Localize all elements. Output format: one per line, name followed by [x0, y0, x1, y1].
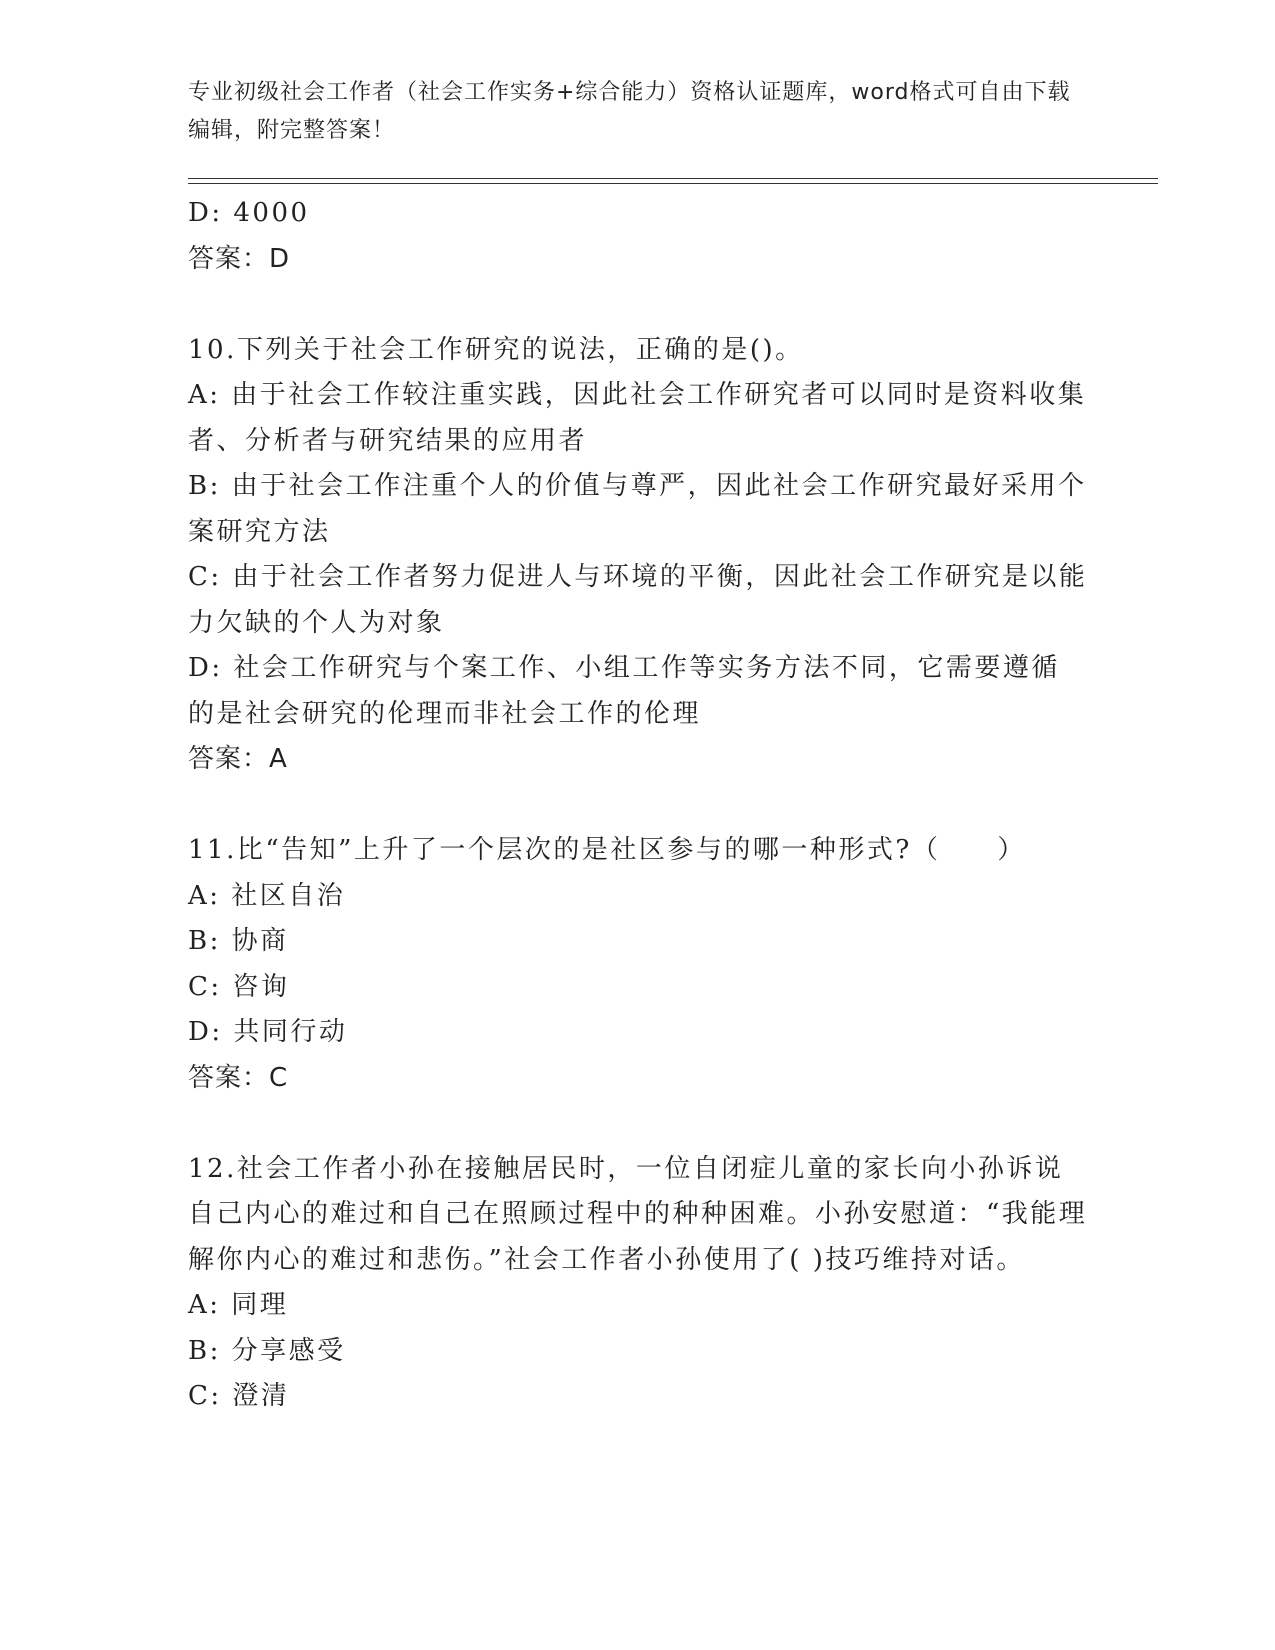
option-a: A: 由于社会工作较注重实践，因此社会工作研究者可以同时是资料收集者、分析者与研究结果的应用者: [188, 380, 1087, 456]
answer: 答案：D: [188, 243, 291, 274]
header-divider: [188, 178, 1158, 179]
spacer: [188, 1101, 1088, 1147]
spacer: [188, 282, 1088, 328]
option-d: D: 社会工作研究与个案工作、小组工作等实务方法不同，它需要遵循的是社会研究的伦理而非社会工作的伦理: [188, 653, 1060, 729]
question-stem: 10.下列关于社会工作研究的说法，正确的是()。: [188, 334, 804, 365]
question-10: [188, 328, 1088, 783]
question-12: [188, 1147, 1088, 1420]
question-stem: 12.社会工作者小孙在接触居民时，一位自闭症儿童的家长向小孙诉说自己内心的难过和自己在照顾过程中的种种困难。小孙安慰道：“我能理解你内心的难过和悲伤。”社会工作者小孙使用了( )技巧维持对话。: [188, 1153, 1088, 1275]
option-b: B: 分享感受: [188, 1335, 346, 1366]
option-c: C: 咨询: [188, 971, 290, 1002]
page-header: 专业初级社会工作者（社会工作实务+综合能力）资格认证题库，word格式可自由下载编辑，附完整答案！: [188, 80, 1071, 143]
option-b: B: 协商: [188, 926, 289, 956]
answer: 答案：C: [188, 1062, 289, 1093]
answer: 答案：A: [188, 744, 288, 774]
option-c: C: 由于社会工作者努力促进人与环境的平衡，因此社会工作研究是以能力欠缺的个人为对象: [188, 562, 1088, 638]
option-b: B: 由于社会工作注重个人的价值与尊严，因此社会工作研究最好采用个案研究方法: [188, 471, 1087, 547]
header-divider-secondary: [188, 183, 1158, 184]
option-d: D: 共同行动: [188, 1017, 348, 1047]
question-stem: 11.比“告知”上升了一个层次的是社区参与的哪一种形式?（ ）: [188, 835, 1026, 865]
option-a: A: 同理: [188, 1290, 289, 1320]
question-11: [188, 828, 1088, 1101]
option-d: D: 4000: [188, 198, 310, 228]
question-content: [188, 191, 1088, 1420]
option-c: C: 澄清: [188, 1381, 290, 1411]
option-a: A: 社区自治: [188, 880, 346, 911]
spacer: [188, 783, 1088, 829]
